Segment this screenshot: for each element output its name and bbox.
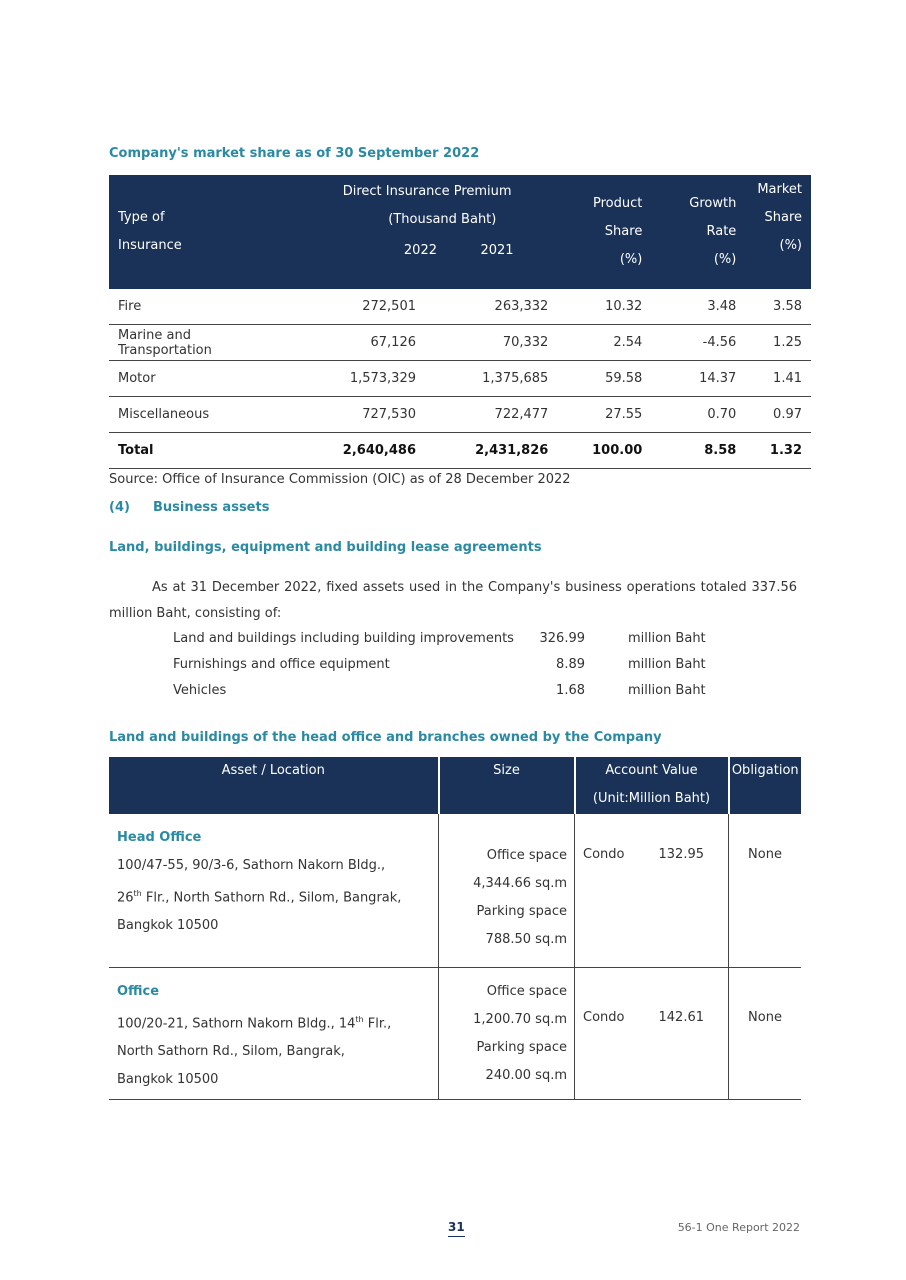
cell-product-share: 59.58 xyxy=(557,361,651,397)
land-header-row xyxy=(109,757,801,814)
cell-market-share: 1.25 xyxy=(745,325,811,361)
header-product-3: (%) xyxy=(619,252,643,267)
report-name: 56-1 One Report 2022 xyxy=(677,1221,800,1234)
cell-2021: 2,431,826 xyxy=(425,433,557,469)
address-tail: Flr., xyxy=(363,1015,392,1031)
header-growth-rate xyxy=(651,175,745,289)
cell-market-share: 1.32 xyxy=(745,433,811,469)
location-address-1: 100/47-55, 90/3-6, Sathorn Nakorn Bldg., xyxy=(117,858,386,873)
cell-obligation xyxy=(729,814,802,967)
table-row xyxy=(109,289,811,325)
cell-2022: 2,640,486 xyxy=(297,433,425,469)
value-amount: 142.61 xyxy=(658,1009,704,1025)
location-name: Office xyxy=(117,983,160,999)
list-item xyxy=(173,652,733,678)
header-obligation: Obligation xyxy=(729,757,802,814)
obligation-value: None xyxy=(748,1009,782,1025)
cell-type: Total xyxy=(109,433,297,469)
size-line: Parking space xyxy=(476,904,567,919)
cell-product-share: 2.54 xyxy=(557,325,651,361)
list-item xyxy=(173,626,733,652)
size-line: 4,344.66 sq.m xyxy=(473,876,567,891)
cell-account-value xyxy=(575,814,729,967)
header-value-1: Account Value xyxy=(605,763,698,778)
cell-type: Marine and Transportation xyxy=(109,325,297,361)
value-amount: 132.95 xyxy=(658,847,704,862)
asset-label: Vehicles xyxy=(173,683,227,698)
header-size: Size xyxy=(439,757,575,814)
header-market-1: Market xyxy=(757,182,802,197)
market-share-title: Company's market share as of 30 September 2022 xyxy=(109,146,480,161)
cell-size xyxy=(439,967,575,1099)
table-row xyxy=(109,325,811,361)
cell-location xyxy=(109,967,439,1099)
cell-growth: 0.70 xyxy=(651,397,745,433)
table-row xyxy=(109,361,811,397)
assets-list xyxy=(173,626,733,704)
list-item xyxy=(173,678,733,704)
floor-number: 26 xyxy=(117,890,134,906)
header-market-2: Share (%) xyxy=(764,210,802,253)
size-line: 788.50 sq.m xyxy=(485,932,567,947)
value-type: Condo xyxy=(583,1009,625,1025)
section-heading xyxy=(109,500,269,515)
page-number: 31 xyxy=(448,1220,465,1237)
header-account-value xyxy=(575,757,729,814)
floor-suffix: th xyxy=(355,1014,364,1024)
cell-2022: 1,573,329 xyxy=(297,361,425,397)
location-address-3: Bangkok 10500 xyxy=(117,918,219,934)
address-head: 100/20-21, Sathorn Nakorn Bldg., 14 xyxy=(117,1015,356,1031)
cell-market-share: 3.58 xyxy=(745,289,811,325)
size-line: Parking space xyxy=(476,1039,567,1055)
header-value-2: (Unit:Million Baht) xyxy=(592,791,711,806)
cell-2021: 1,375,685 xyxy=(425,361,557,397)
assets-paragraph: As at 31 December 2022, fixed assets used in the Company's business operations totaled 337.56 million Baht, consisting of: xyxy=(109,580,797,621)
market-share-table xyxy=(109,175,811,469)
cell-type: Miscellaneous xyxy=(109,397,297,433)
cell-market-share: 1.41 xyxy=(745,361,811,397)
land-buildings-title: Land and buildings of the head office and branches owned by the Company xyxy=(109,730,662,745)
location-address-1 xyxy=(117,1006,430,1038)
table-row xyxy=(109,814,801,967)
asset-unit: million Baht xyxy=(628,683,706,698)
floor-suffix: th xyxy=(133,889,142,898)
cell-2021: 70,332 xyxy=(425,325,557,361)
asset-label: Furnishings and office equipment xyxy=(173,657,390,672)
header-dip-line1: Direct Insurance Premium xyxy=(342,184,512,199)
asset-value: 326.99 xyxy=(539,631,585,646)
location-address-2: North Sathorn Rd., Silom, Bangrak, xyxy=(117,1043,345,1059)
asset-value: 8.89 xyxy=(556,657,585,672)
size-line: 1,200.70 sq.m xyxy=(473,1011,567,1027)
size-line: 240.00 sq.m xyxy=(485,1067,567,1083)
cell-2022: 272,501 xyxy=(297,289,425,325)
location-address-3: Bangkok 10500 xyxy=(117,1071,219,1087)
asset-unit: million Baht xyxy=(628,657,706,672)
cell-product-share: 100.00 xyxy=(557,433,651,469)
address-tail: Flr., North Sathorn Rd., Silom, Bangrak, xyxy=(141,890,402,906)
cell-product-share: 27.55 xyxy=(557,397,651,433)
size-line: Office space xyxy=(486,983,567,999)
cell-2022: 67,126 xyxy=(297,325,425,361)
cell-growth: 8.58 xyxy=(651,433,745,469)
cell-size xyxy=(439,814,575,967)
asset-value: 1.68 xyxy=(556,683,585,698)
header-dip-line2: (Thousand Baht) xyxy=(388,212,497,227)
cell-growth: -4.56 xyxy=(651,325,745,361)
obligation-value: None xyxy=(748,847,782,862)
header-growth-2: Rate xyxy=(706,224,737,239)
header-product-1: Product xyxy=(592,196,643,211)
asset-label: Land and buildings including building improvements xyxy=(173,631,514,646)
total-row xyxy=(109,433,811,469)
header-type-label: Type of Insurance xyxy=(118,210,182,253)
cell-growth: 14.37 xyxy=(651,361,745,397)
location-address-2 xyxy=(117,880,430,912)
cell-2022: 727,530 xyxy=(297,397,425,433)
cell-type: Fire xyxy=(109,289,297,325)
header-year-2022: 2022 xyxy=(403,243,437,258)
cell-location xyxy=(109,814,439,967)
header-year-2021: 2021 xyxy=(480,243,514,258)
cell-2021: 263,332 xyxy=(425,289,557,325)
header-product-2: Share xyxy=(604,224,643,239)
cell-account-value xyxy=(575,967,729,1099)
asset-unit: million Baht xyxy=(628,631,706,646)
cell-product-share: 10.32 xyxy=(557,289,651,325)
header-asset-location: Asset / Location xyxy=(109,757,439,814)
header-growth-3: (%) xyxy=(713,252,737,267)
value-type: Condo xyxy=(583,847,625,862)
source-note: Source: Office of Insurance Commission (OIC) as of 28 December 2022 xyxy=(109,472,571,487)
lease-title: Land, buildings, equipment and building lease agreements xyxy=(109,540,542,555)
market-share-header-row xyxy=(109,175,811,289)
cell-obligation xyxy=(729,967,802,1099)
size-line: Office space xyxy=(486,848,567,863)
cell-2021: 722,477 xyxy=(425,397,557,433)
table-row xyxy=(109,967,801,1099)
section-number: (4) xyxy=(109,500,130,515)
table-row xyxy=(109,397,811,433)
cell-type: Motor xyxy=(109,361,297,397)
header-direct-premium xyxy=(297,175,557,289)
header-market-share xyxy=(745,175,811,289)
header-growth-1: Growth xyxy=(689,196,737,211)
cell-growth: 3.48 xyxy=(651,289,745,325)
header-type xyxy=(109,175,297,289)
header-product-share xyxy=(557,175,651,289)
location-name: Head Office xyxy=(117,830,202,845)
section-title: Business assets xyxy=(153,500,270,515)
cell-market-share: 0.97 xyxy=(745,397,811,433)
land-buildings-table xyxy=(109,757,801,1100)
